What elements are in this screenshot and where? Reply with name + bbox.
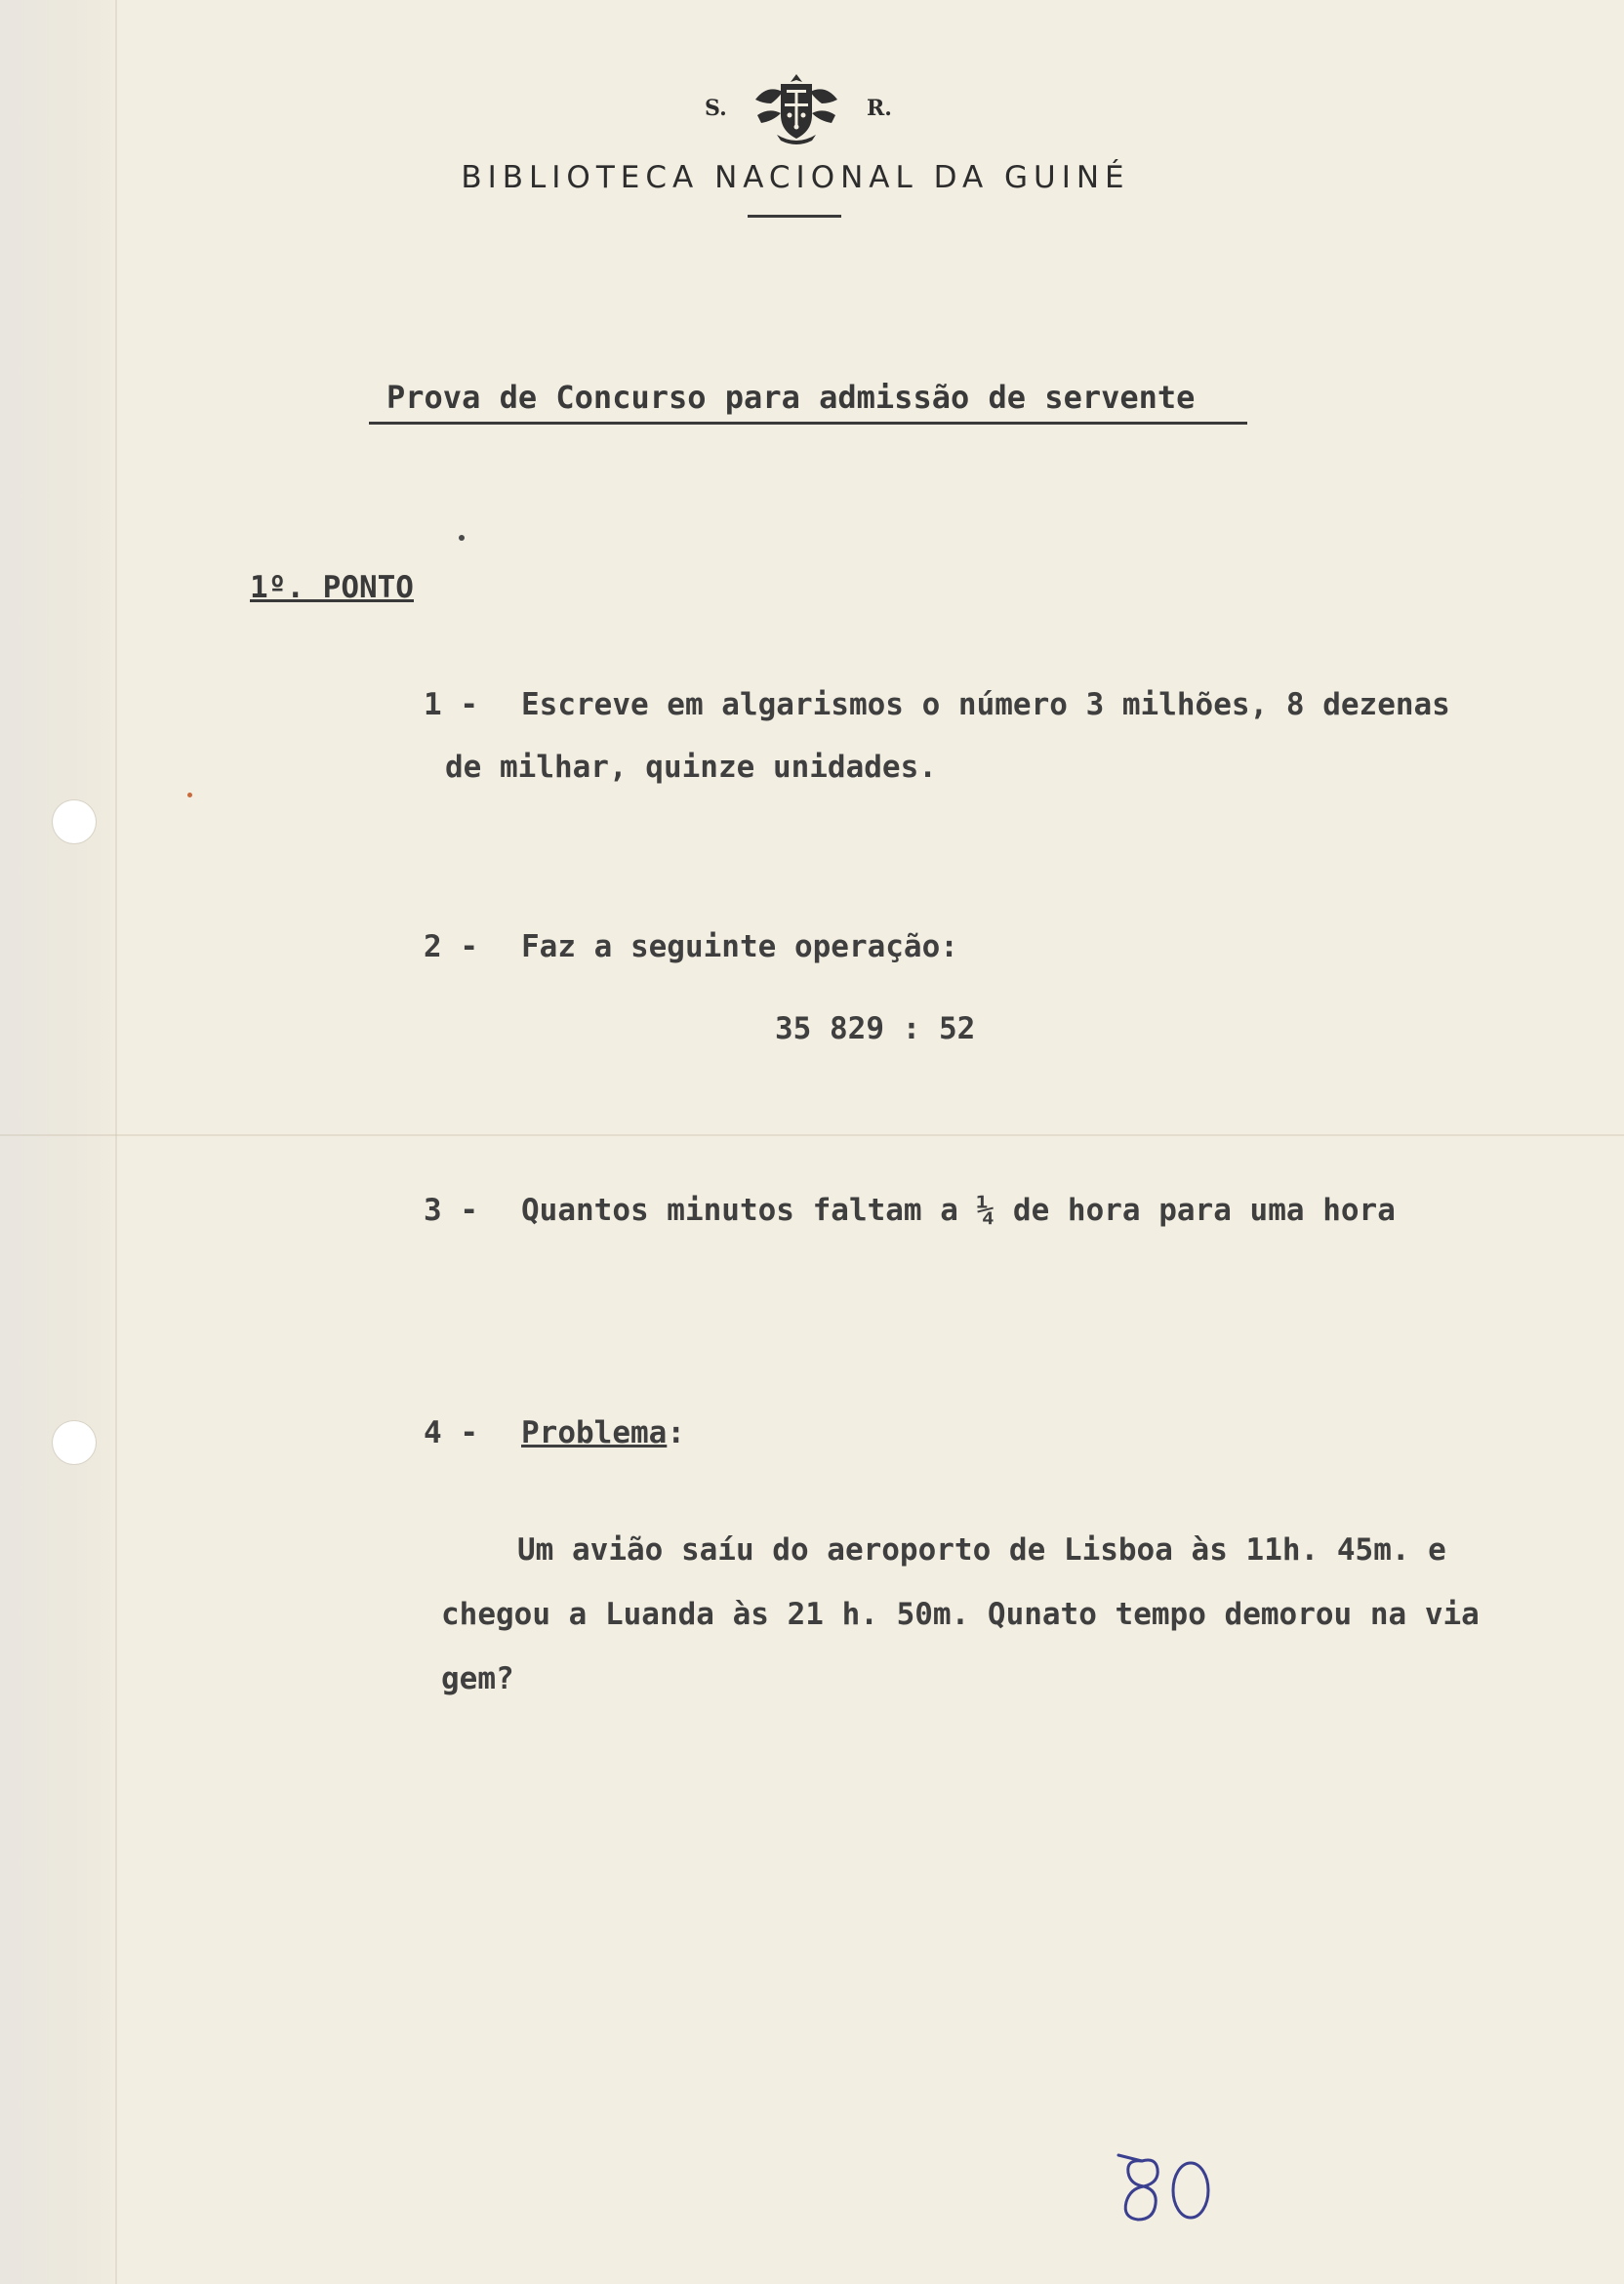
punch-hole	[53, 1421, 96, 1464]
division-expression: 35 829 : 52	[775, 1011, 976, 1046]
problem-line-1: Um avião saíu do aeroporto de Lisboa às 11h. 45m. e	[517, 1532, 1446, 1568]
question-2-line-1	[424, 929, 958, 964]
question-text: Escreve em algarismos o número 3 milhões, 8 dezenas	[521, 687, 1450, 722]
exam-title: Prova de Concurso para admissão de servente	[369, 379, 1247, 425]
fold-line	[0, 1134, 1624, 1136]
section-label: 1º. PONTO	[250, 570, 414, 605]
question-number: 2 -	[424, 929, 478, 964]
problem-line-3: gem?	[441, 1661, 514, 1696]
ink-speck	[187, 793, 192, 797]
binding-strip	[0, 0, 117, 2284]
letterhead-emblem-row	[683, 70, 917, 148]
question-text: Quantos minutos faltam a ¼ de hora para uma hora	[521, 1193, 1396, 1228]
institution-name: BIBLIOTECA NACIONAL DA GUINÉ	[461, 160, 1130, 195]
coat-of-arms-icon	[748, 70, 845, 148]
ink-speck	[459, 535, 465, 541]
question-1-line-1	[424, 687, 1450, 722]
letterhead-divider	[748, 215, 841, 218]
problem-heading: Problema	[521, 1415, 668, 1450]
question-number: 3 -	[424, 1193, 478, 1228]
problem-heading-colon: :	[667, 1415, 685, 1450]
problem-line-2: chegou a Luanda às 21 h. 50m. Qunato tempo demorou na via	[441, 1597, 1480, 1632]
question-1-line-2: de milhar, quinze unidades.	[445, 750, 937, 785]
question-text: Faz a seguinte operação:	[521, 929, 958, 964]
letterhead-initial-s: S.	[705, 96, 727, 121]
handwritten-page-number	[1113, 2147, 1220, 2235]
question-3-line-1	[424, 1193, 1396, 1228]
question-4-heading	[424, 1415, 685, 1450]
question-number: 1 -	[424, 687, 478, 722]
letterhead-initial-r: R.	[867, 96, 892, 121]
punch-hole	[53, 800, 96, 843]
handwritten-number-drawing	[1113, 2147, 1220, 2235]
question-number: 4 -	[424, 1415, 478, 1450]
